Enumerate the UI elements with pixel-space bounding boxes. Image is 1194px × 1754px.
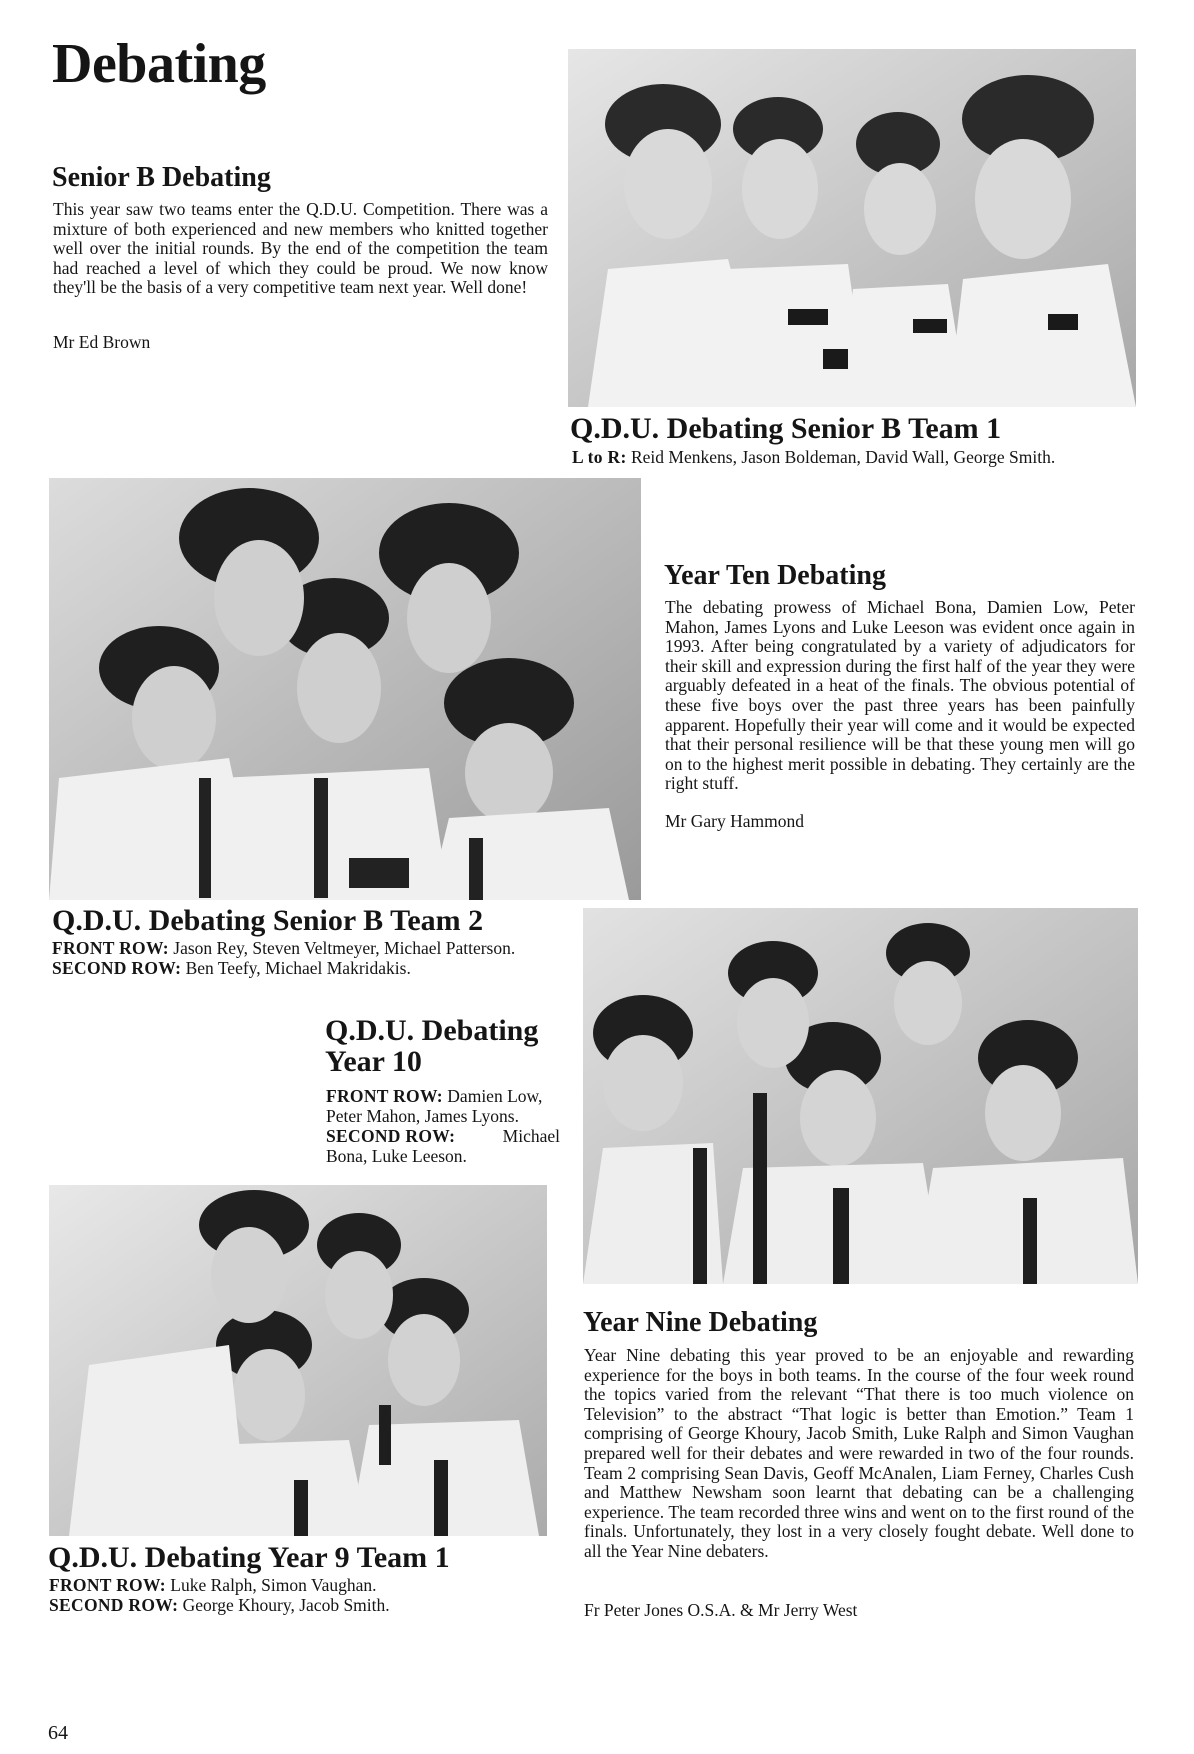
team2-caption-line-1: [52, 939, 515, 958]
page-number: 64: [48, 1722, 68, 1744]
year-nine-heading: Year Nine Debating: [583, 1307, 818, 1338]
photo-year-10: [583, 908, 1138, 1284]
photo-senior-b-team-2: [49, 478, 641, 900]
caption-names: Luke Ralph, Simon Vaughan.: [170, 1575, 377, 1595]
year-ten-author: Mr Gary Hammond: [665, 811, 805, 831]
caption-names: Reid Menkens, Jason Boldeman, David Wall, George Smith.: [630, 447, 1056, 467]
team2-caption-line-2: [52, 959, 411, 978]
caption-label: SECOND ROW:: [326, 1126, 456, 1146]
photo-senior-b-team-1: [568, 49, 1136, 407]
caption-names: Peter Mahon, James Lyons.: [326, 1106, 519, 1126]
year10-caption-line-4: [326, 1147, 467, 1166]
year10-caption-title-line-1: Q.D.U. Debating: [325, 1014, 539, 1047]
photo-year-9-team-1: [49, 1185, 547, 1536]
year10-caption-line-1: [326, 1087, 542, 1106]
year-nine-body: Year Nine debating this year proved to be an enjoyable and rewarding experience for the boys in both teams. In the course of the four week round the topics varied from the relevant “That there is too much violence on Television” to the abstract “That logic is better than Emotion.” Team 1 comprising of George Khoury, Jacob Smith, Luke Ralph and Simon Vaughan prepared well for their debates and were rewarded in two of the four rounds. Team 2 comprising Sean Davis, Geoff McAnalen, Liam Ferney, Charles Cush and Matthew Newsham soon learnt that debating can be a challenging experience. The team recorded three wins and went on to the first round of the finals. Unfortunately, they lost in a very closely fought debate. Well done to all the Year Nine debaters.: [584, 1345, 1134, 1561]
page-title: Debating: [52, 33, 266, 95]
caption-label: L to R:: [572, 447, 627, 467]
year10-caption-line-3: [326, 1127, 560, 1146]
caption-label: FRONT ROW:: [49, 1575, 166, 1595]
caption-names: Bona, Luke Leeson.: [326, 1146, 467, 1166]
year9-caption-line-2: [49, 1596, 390, 1615]
year-ten-heading: Year Ten Debating: [664, 560, 886, 591]
year10-caption-title-line-2: Year 10: [325, 1045, 422, 1078]
year9-caption-title: Q.D.U. Debating Year 9 Team 1: [48, 1541, 450, 1574]
year-ten-body: The debating prowess of Michael Bona, Damien Low, Peter Mahon, James Lyons and Luke Leeson was evident once again in 1993. After being congratulated by a variety of adjudicators for their skill and expression during the first half of the year they were arguably defeated in a heat of the finals. The obvious potential of these five boys over the past three years has been painfully apparent. Hopefully their year will come and it would be expected that their personal resilience will be that these young men will go on to the highest merit possible in debating. They certainly are the right stuff.: [665, 597, 1135, 794]
caption-names: Jason Rey, Steven Veltmeyer, Michael Patterson.: [173, 938, 516, 958]
caption-names: Ben Teefy, Michael Makridakis.: [185, 958, 411, 978]
caption-label: FRONT ROW:: [326, 1086, 443, 1106]
caption-names: Damien Low,: [447, 1086, 543, 1106]
caption-label: FRONT ROW:: [52, 938, 169, 958]
caption-label: SECOND ROW:: [52, 958, 182, 978]
team1-caption-title: Q.D.U. Debating Senior B Team 1: [570, 412, 1002, 445]
year10-caption-line-2: [326, 1107, 519, 1126]
team2-caption-title: Q.D.U. Debating Senior B Team 2: [52, 904, 484, 937]
caption-label: SECOND ROW:: [49, 1595, 179, 1615]
senior-b-heading: Senior B Debating: [52, 162, 271, 193]
year9-caption-line-1: [49, 1576, 377, 1595]
year-nine-author: Fr Peter Jones O.S.A. & Mr Jerry West: [584, 1600, 858, 1620]
caption-names: Michael: [502, 1126, 560, 1146]
senior-b-body: This year saw two teams enter the Q.D.U. Competition. There was a mixture of both experienced and new members who knitted together well over the initial rounds. By the end of the competition the team had reached a level of which they could be proud. We now know they'll be the basis of a very competitive team next year. Well done!: [53, 199, 548, 298]
team1-caption-line: [572, 448, 1055, 467]
senior-b-author: Mr Ed Brown: [53, 332, 151, 352]
caption-names: George Khoury, Jacob Smith.: [182, 1595, 390, 1615]
